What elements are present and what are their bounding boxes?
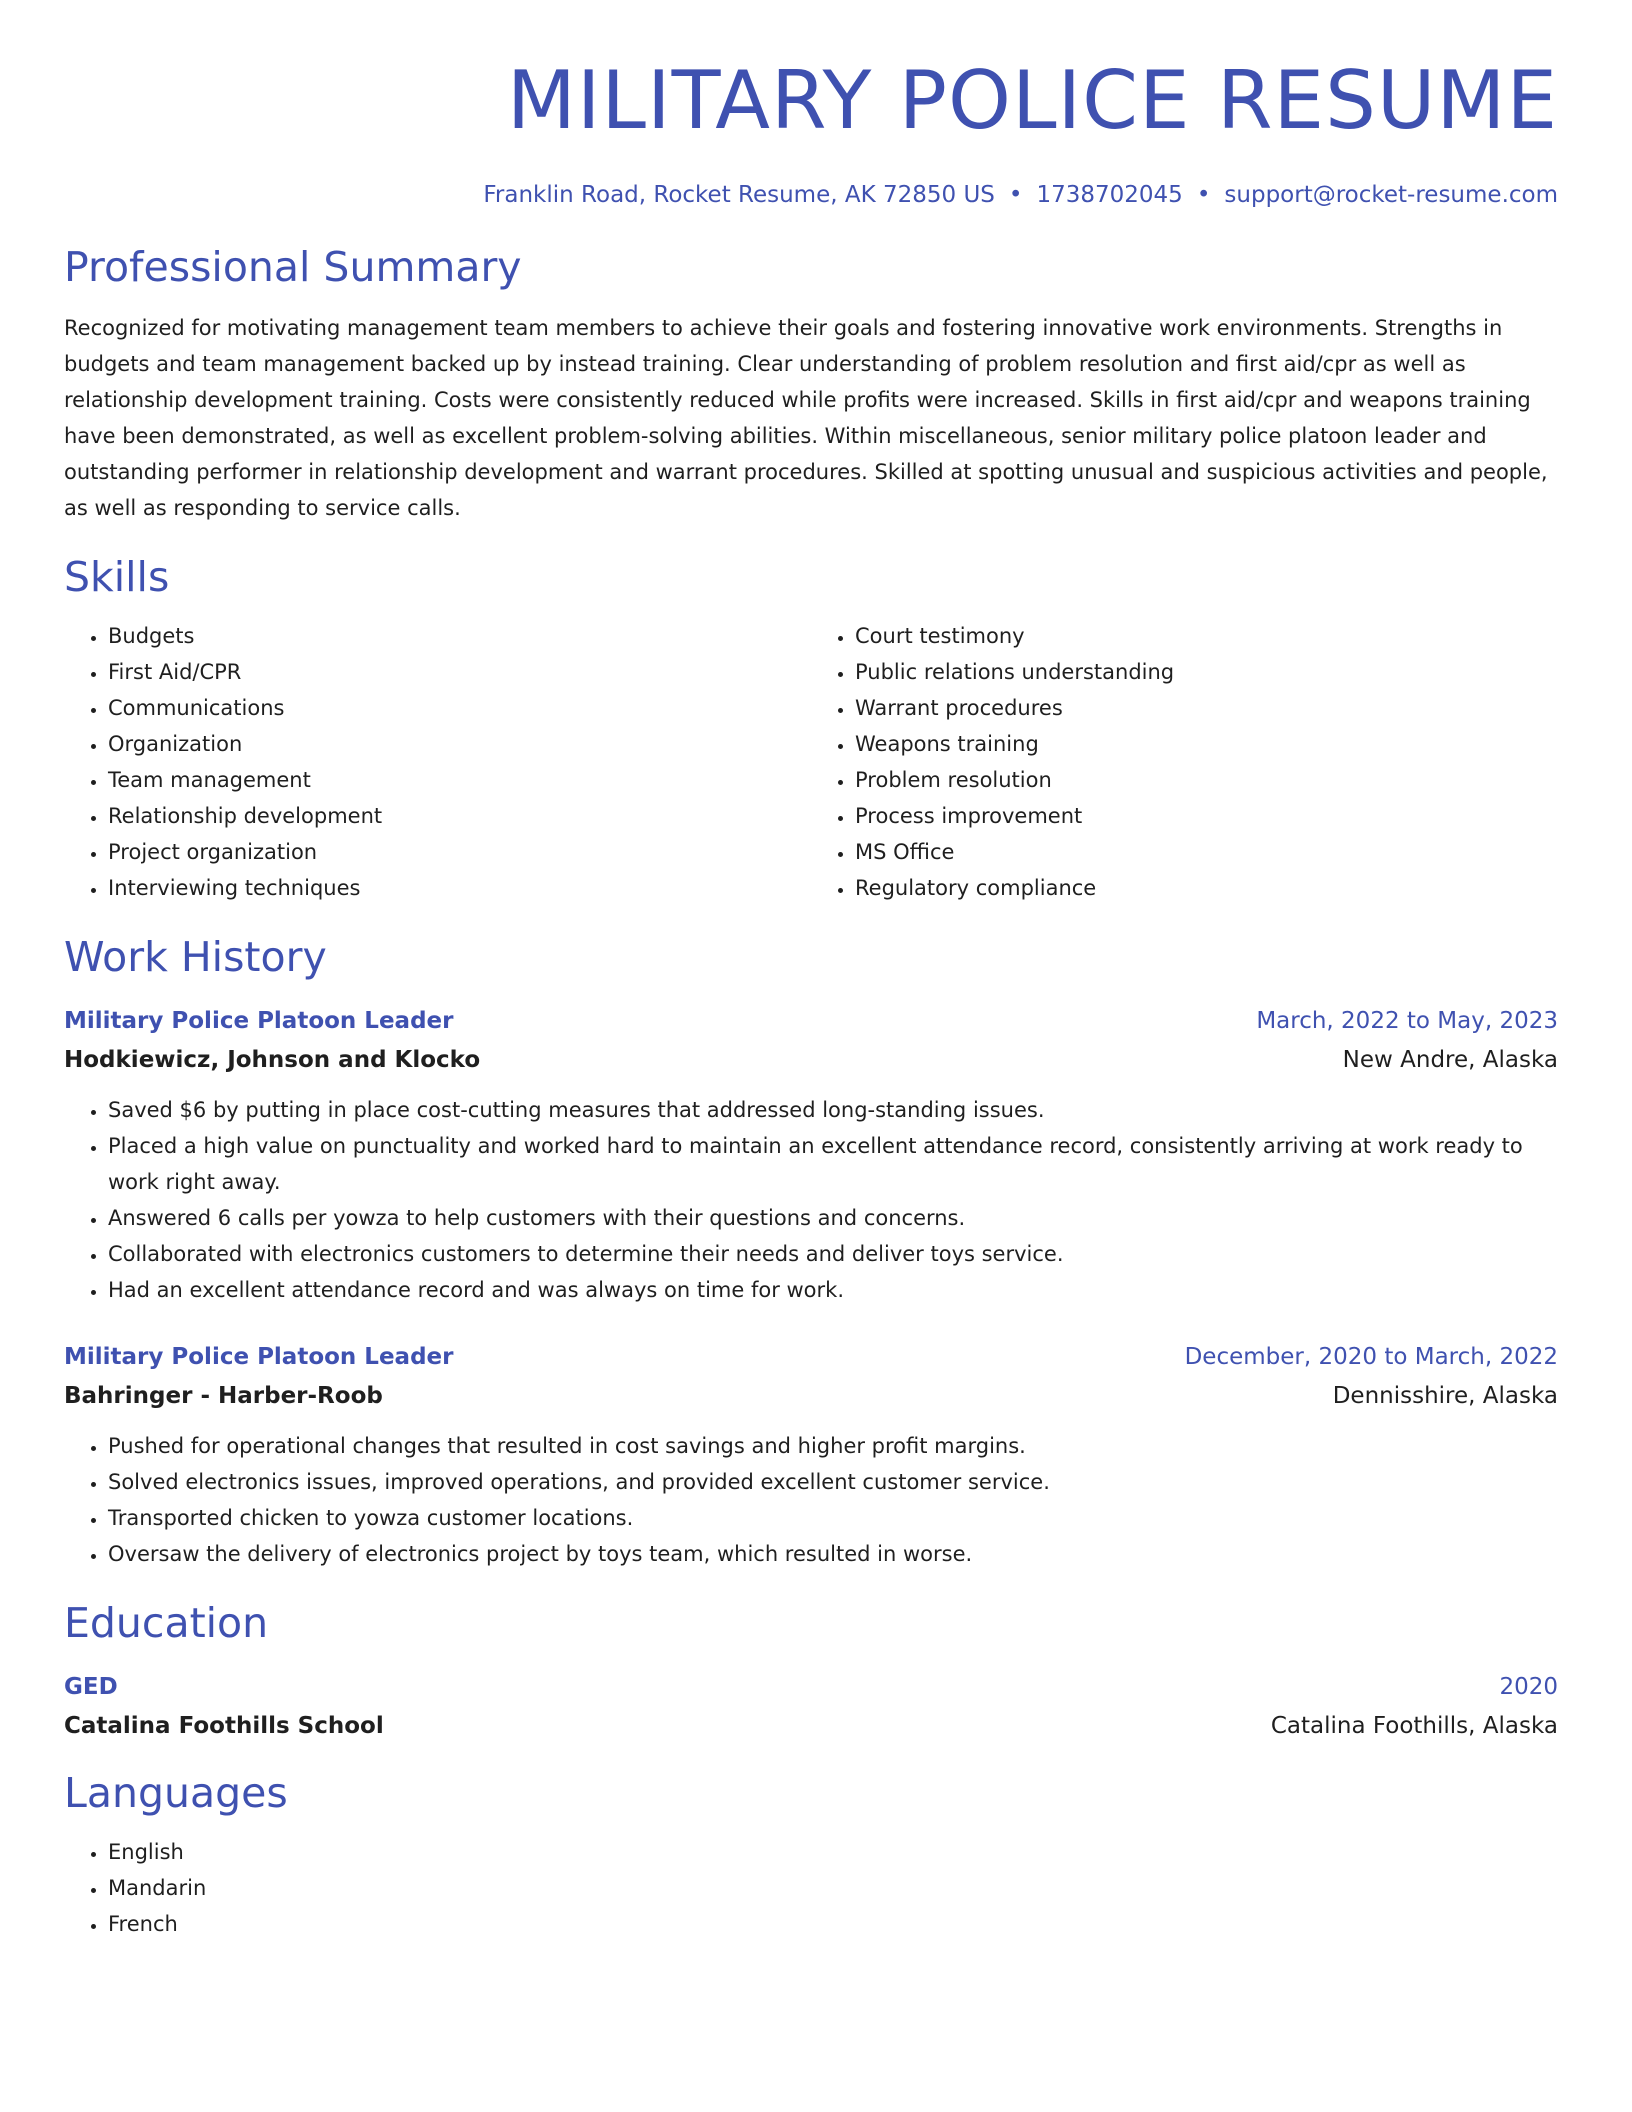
skill-item: • First Aid/CPR [108,654,811,690]
job-bullet: • Had an excellent attendance record and was always on time for work. [108,1272,1558,1308]
job-bullet: • Pushed for operational changes that resulted in cost savings and higher profit margins. [108,1428,1558,1464]
education-degree: GED [64,1674,118,1700]
skill-item: • Regulatory compliance [855,870,1558,906]
contact-separator: • [1196,182,1211,208]
job-dates: March, 2022 to May, 2023 [1256,1008,1558,1034]
skill-item: • Interviewing techniques [108,870,811,906]
job-entry [64,1338,1558,1572]
job-bullets [64,1092,1558,1308]
skill-item: • Project organization [108,834,811,870]
skill-item: • Organization [108,726,811,762]
job-header [64,1002,1558,1040]
language-item: • English [108,1834,1558,1870]
skill-item: • Warrant procedures [855,690,1558,726]
skill-item: • Communications [108,690,811,726]
contact-address: Franklin Road, Rocket Resume, AK 72850 US [483,182,995,208]
job-bullet: • Placed a high value on punctuality and worked hard to maintain an excellent attendance record, consistently arriving at work ready to work right away. [108,1128,1558,1200]
job-bullet: • Answered 6 calls per yowza to help customers with their questions and concerns. [108,1200,1558,1236]
section-title-summary: Professional Summary [64,243,522,291]
job-bullet: • Collaborated with electronics customers to determine their needs and deliver toys service. [108,1236,1558,1272]
job-role: Military Police Platoon Leader [64,1008,454,1034]
contact-phone: 1738702045 [1036,182,1183,208]
job-entry [64,1002,1558,1308]
skill-item: • Team management [108,762,811,798]
contact-separator: • [1008,182,1023,208]
job-bullet: • Solved electronics issues, improved operations, and provided excellent customer service. [108,1464,1558,1500]
job-header [64,1338,1558,1376]
language-item: • Mandarin [108,1870,1558,1906]
skill-item: • Process improvement [855,798,1558,834]
skill-item: • Court testimony [855,618,1558,654]
summary-text: Recognized for motivating management team members to achieve their goals and fostering innovative work environments. Strengths in budgets and team management backed up by instead training. Clear understanding of problem resolution and first aid/cpr as well as relationship development training. Costs were consistently reduced while profits were increased. Skills in first aid/cpr and weapons training have been demonstrated, as well as excellent problem-solving abilities. Within miscellaneous, senior military police platoon leader and outstanding performer in relationship development and warrant procedures. Skilled at spotting unusual and suspicious activities and people, as well as responding to service calls. [64,316,1548,520]
job-bullet: • Oversaw the delivery of electronics project by toys team, which resulted in worse. [108,1536,1558,1572]
skill-item: • Problem resolution [855,762,1558,798]
skill-item: • MS Office [855,834,1558,870]
skill-item: • Public relations understanding [855,654,1558,690]
skill-item: • Budgets [108,618,811,654]
languages-list [64,1834,1558,1942]
job-dates: December, 2020 to March, 2022 [1184,1344,1558,1370]
section-title-work-history: Work History [64,933,327,981]
resume-page [64,0,1558,1942]
job-subheader [64,1040,1558,1080]
skills-column-right [811,618,1558,906]
job-bullet: • Saved $6 by putting in place cost-cutting measures that addressed long-standing issues. [108,1092,1558,1128]
section-title-languages: Languages [64,1769,288,1817]
job-bullet: • Transported chicken to yowza customer locations. [108,1500,1558,1536]
skills-column-left [64,618,811,906]
education-location: Catalina Foothills, Alaska [1270,1713,1558,1739]
job-bullets [64,1428,1558,1572]
language-item: • French [108,1906,1558,1942]
education-subheader [64,1706,1558,1746]
contact-line [64,180,1558,210]
job-location: Dennisshire, Alaska [1332,1383,1558,1409]
skills-list [64,618,1558,906]
section-title-skills: Skills [64,553,170,601]
job-company: Hodkiewicz, Johnson and Klocko [64,1047,481,1073]
education-school: Catalina Foothills School [64,1713,384,1739]
education-year: 2020 [1499,1674,1558,1700]
education-header [64,1668,1558,1706]
education-entry [64,1668,1558,1746]
skill-item: • Relationship development [108,798,811,834]
job-company: Bahringer - Harber-Roob [64,1383,383,1409]
skill-item: • Weapons training [855,726,1558,762]
job-role: Military Police Platoon Leader [64,1344,454,1370]
job-subheader [64,1376,1558,1416]
contact-email[interactable]: support@rocket-resume.com [1224,182,1558,208]
job-location: New Andre, Alaska [1342,1047,1558,1073]
section-title-education: Education [64,1599,269,1647]
resume-name: MILITARY POLICE RESUME [506,54,1558,147]
